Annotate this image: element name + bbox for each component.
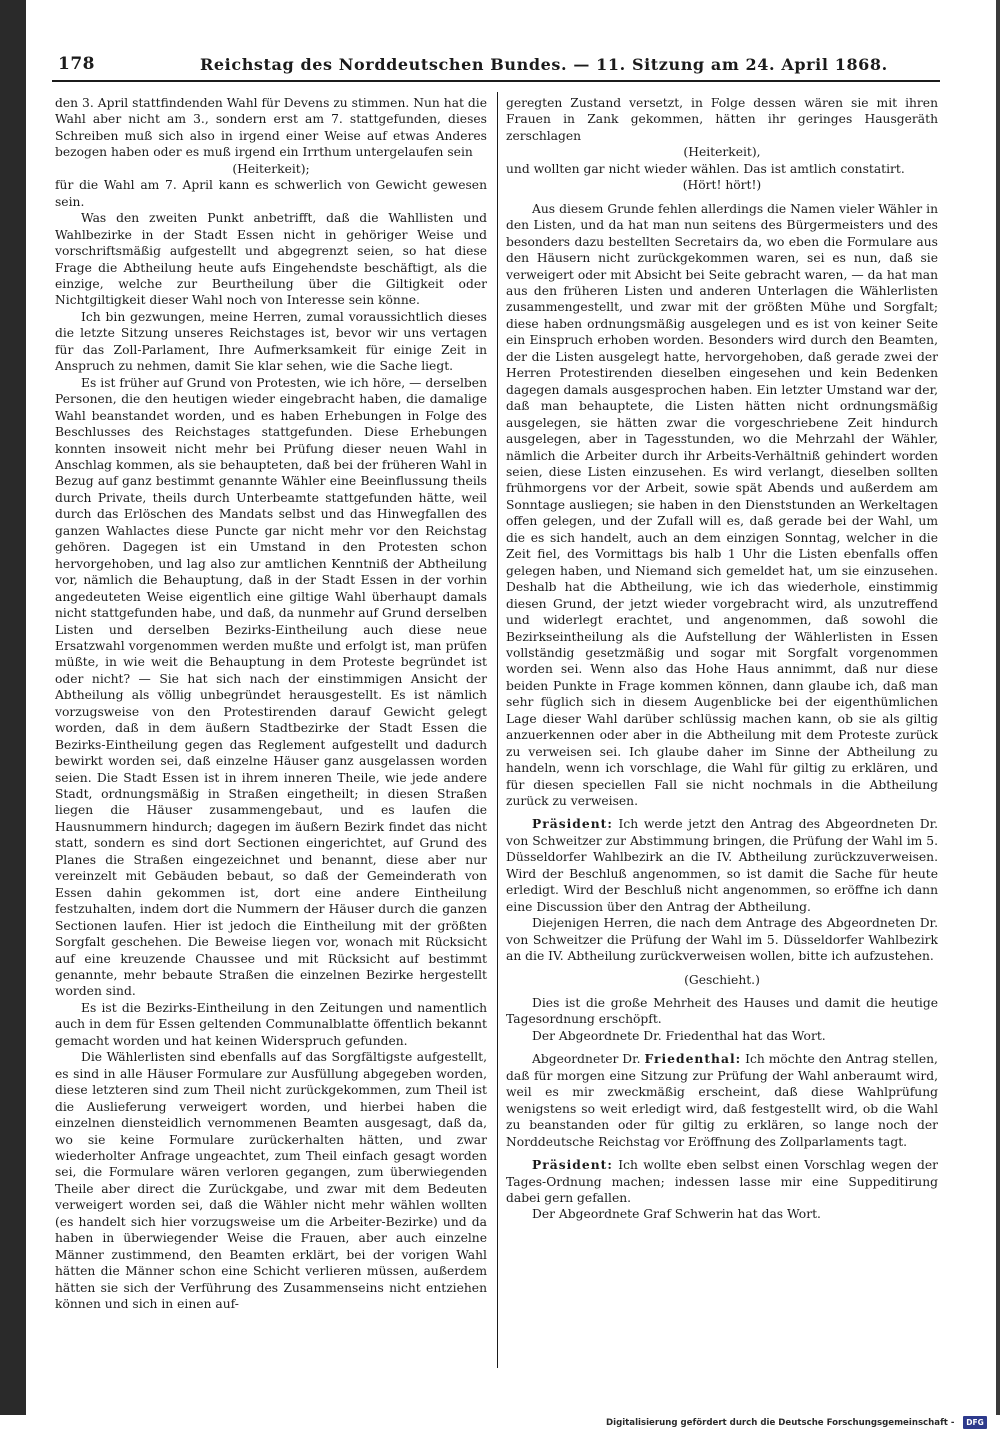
speaker-label: Friedenthal: [644, 1051, 742, 1067]
speech-text: Ich werde jetzt den Antrag des Abgeordneten Dr. von Schweitzer zur Abstimmung bringen, die Prüfung der Wahl im 5. Düsseldorfer Wahlbezirk an die IV. Abtheilung zurückzuverweisen. Wird der Beschluß angenommen, so ist damit die Sache für heute erledigt. Wird der Beschluß nicht angenommen, so eröffne ich dann eine Discussion über den Antrag der Abtheilung. [506, 817, 939, 914]
scan-border-left [0, 0, 26, 1415]
running-title: Reichstag des Norddeutschen Bundes. — 11. Sitzung am 24. April 1868. [200, 55, 888, 74]
speech-friedenthal [506, 1051, 938, 1150]
scan-border-right [996, 0, 1000, 1415]
speaker-prefix: Abgeordneter Dr. [532, 1052, 641, 1067]
paragraph: geregten Zustand versetzt, in Folge dessen wären sie mit ihren Frauen in Zank gekommen, hätten ihr geringes Hausgeräth zerschlagen [506, 96, 938, 143]
paragraph: Was den zweiten Punkt anbetrifft, daß die Wahllisten und Wahlbezirke in der Stadt Essen nicht in gehöriger Weise und vorschriftsmäßig aufgestellt und abgegrenzt seien, so hat diese Frage die Abtheilung heute aufs Eingehendste beschäftigt, als die einzige, welche zur Beurtheilung über die Giltigkeit oder Nichtgiltigkeit dieser Wahl noch von Interesse sein könne. [55, 211, 487, 308]
speech-president [506, 1157, 938, 1206]
speech-text: Ich möchte den Antrag stellen, daß für morgen eine Sitzung zur Prüfung der Wahl anberaumt wird, weil es mir zweckmäßig erscheint, daß diese Wahlprüfung wenigstens so weit erledigt wird, daß festgestellt wird, ob die Wahl zu beanstanden oder für giltig zu erklären, so lange noch der Norddeutsche Reichstag vor Eröffnung des Zollparlaments tagt. [506, 1052, 938, 1149]
paragraph: Aus diesem Grunde fehlen allerdings die Namen vieler Wähler in den Listen, und da hat man nun seitens des Bürgermeisters und des besonders dazu bestellten Secretairs da, wo eben die Formulare aus den Häusern nicht zurückgekommen waren, sei es nun, daß sie verweigert oder mit Absicht bei Seite gebracht waren, — da hat man aus den früheren Listen und anderen Unterlagen die Wählerlisten zusammengestellt, und zwar mit der größten Mühe und Sorgfalt; diese haben ordnungsmäßig ausgelegen und es ist von keiner Seite ein Einspruch erhoben worden. Besonders wird durch den Beamten, der die Listen ausgelegt hatte, hervorgehoben, daß gerade zwei der Herren Protestirenden dieselben eingesehen und kein Bedenken dagegen damals ausgesprochen haben. Ein letzter Umstand war der, daß man behauptete, die Listen hätten nicht ordnungsmäßig ausgelegen, sie hätten zwar die vorgeschriebene Zeit hindurch ausgelegen, aber in Tagesstunden, wo die Mehrzahl der Wähler, nämlich die Arbeiter durch ihr Arbeits-Verhältniß gehindert worden seien, diese Listen einzusehen. Es wird verlangt, dieselben sollten frühmorgens vor der Arbeit, sowie spät Abends und außerdem am Sonntage ausliegen; sie haben in den Dienststunden an Werkeltagen offen gelegen, und der Zufall will es, daß gerade bei der Wahl, um die es sich handelt, auch an dem einzigen Sonntag, welcher in die Zeit fiel, des Vormittags bis halb 1 Uhr die Listen ebenfalls offen gelegen haben, und Niemand sich gemeldet hat, um sie einzusehen. Deshalb hat die Abtheilung, wie ich das wiederhole, einstimmig diesen Grund, der jetzt wieder vorgebracht wird, als unzutreffend und widerlegt erachtet, und angenommen, daß sowohl die Bezirkseintheilung als die Aufstellung der Wählerlisten in Essen vollständig gesetzmäßig und sogar mit Sorgfalt vorgenommen worden sei. Wenn also das Hohe Haus annimmt, daß nur diese beiden Punkte in Frage kommen können, dann glaube ich, daß man sehr füglich sich in diesem Augenblicke bei der eigenthümlichen Lage dieser Wahl darüber schlüssig machen kann, ob sie als giltig anzuerkennen oder aber in die Abtheilung mit dem Proteste zurück zu verweisen sei. Ich glaube daher im Sinne der Abtheilung zu handeln, wenn ich vorschlage, die Wahl für giltig zu erklären, und für diesen speciellen Fall sie nicht nochmals in die Abtheilung zurück zu verweisen. [506, 201, 938, 809]
digitization-credit: Digitalisierung gefördert durch die Deutsche Forschungsgemeinschaft - [606, 1418, 955, 1428]
paragraph: Diejenigen Herren, die nach dem Antrage des Abgeordneten Dr. von Schweitzer die Prüfung der Wahl im 5. Düsseldorfer Wahlbezirk an die IV. Abtheilung zurückverweisen wollen, bitte ich aufzustehen. [506, 916, 938, 964]
column-divider [497, 92, 498, 1368]
paragraph: Der Abgeordnete Dr. Friedenthal hat das Wort. [532, 1028, 826, 1043]
paragraph: und wollten gar nicht wieder wählen. Das ist amtlich constatirt. [506, 161, 905, 176]
paragraph: für die Wahl am 7. April kann es schwerlich von Gewicht gewesen sein. [55, 178, 487, 209]
speech-president [506, 816, 938, 915]
paragraph: den 3. April stattfindenden Wahl für Devens zu stimmen. Nun hat die Wahl aber nicht am 3., sondern erst am 7. stattgefunden, dieses Schreiben muß sich also in irgend einer Weise auf etwas Anderes bezogen haben oder es muß irgend ein Irrthum untergelaufen sein [55, 96, 487, 160]
page-number: 178 [58, 54, 95, 74]
speech-text: Ich wollte eben selbst einen Vorschlag wegen der Tages-Ordnung machen; indessen lasse mir eine Suppeditirung dabei gern gefallen. [506, 1158, 938, 1205]
paragraph: Es ist die Bezirks-Eintheilung in den Zeitungen und namentlich auch in dem für Essen geltenden Communalblatte öffentlich bekannt gemacht worden und hat keinen Widerspruch gefunden. [55, 1000, 487, 1048]
left-column [55, 95, 487, 1313]
interjection: (Geschieht.) [684, 972, 760, 987]
interjection: (Hört! hört!) [682, 178, 762, 193]
paragraph: Ich bin gezwungen, meine Herren, zumal voraussichtlich dieses die letzte Sitzung unseres Reichstages ist, bevor wir uns vertagen für das Zoll-Parlament, Ihre Aufmerksamkeit für einige Zeit in Anspruch zu nehmen, damit Sie klar sehen, wie die Sache liegt. [55, 309, 487, 374]
paragraph: Es ist früher auf Grund von Protesten, wie ich höre, — derselben Personen, die den heutigen wieder eingebracht haben, die damalige Wahl beanstandet worden, und es haben Erhebungen in Folge des Beschlusses des Reichstages stattgefunden. Diese Erhebungen konnten insoweit nicht mehr bei Prüfung dieser neuen Wahl in Anschlag kommen, als sie behaupteten, daß bei der früheren Wahl in Bezug auf ganz bestimmt genannte Wähler eine Beeinflussung theils durch Private, theils durch Unterbeamte stattgefunden hätte, weil durch das Erlöschen des Mandats selbst und das Hinwegfallen des ganzen Wahlactes diese Puncte gar nicht mehr vor den Reichstag gehören. Dagegen ist ein Umstand in den Protesten schon hervorgehoben, und lag also zur amtlichen Kenntniß der Abtheilung vor, nämlich die Behauptung, daß in der Stadt Essen in der vorhin angedeuteten Weise eigentlich eine giltige Wahl überhaupt damals nicht stattgefunden habe, und daß, da nunmehr auf Grund derselben Listen und derselben Bezirks-Eintheilung auch diese neue Ersatzwahl vorgenommen werden mußte und erfolgt ist, man prüfen müßte, in wie weit die Behauptung in dem Proteste begründet ist oder nicht? — Sie hat sich nach der einstimmigen Ansicht der Abtheilung als völlig unbegründet herausgestellt. Es ist nämlich vorzugsweise von den Protestirenden darauf Gewicht gelegt worden, daß in dem äußern Stadtbezirke der Stadt Essen die Bezirks-Eintheilung gegen das Reglement aufgestellt und dadurch bewirkt worden sei, daß einzelne Häuser ganz ausgelassen worden seien. Die Stadt Essen ist in ihrem inneren Theile, wie jede andere Stadt, ordnungsmäßig in Straßen eingetheilt; in diesen Straßen liegen die Häuser zusammengebaut, und es laufen die Hausnummern hindurch; dagegen im äußern Bezirk findet das nicht statt, sondern es sind dort Sectionen eingerichtet, auf Grund des Planes die Straßen eingezeichnet und benannt, diese aber nur vereinzelt mit Gebäuden bebaut, so daß der Gemeinderath von Essen dahin gekommen ist, dort eine andere Eintheilung festzuhalten, indem dort die Nummern der Häuser durch die ganzen Sectionen laufen. Hier ist jedoch die Eintheilung mit der größten Sorgfalt geschehen. Die Beweise liegen vor, wonach mit Rücksicht auf eine kreuzende Chaussee und mit Rücksicht auf bestimmt genannte, mehr bebaute Straßen die einzelnen Bezirke hergestellt worden sind. [55, 375, 487, 999]
dfg-logo: DFG [963, 1416, 987, 1429]
header-rule [52, 80, 940, 82]
paragraph: Dies ist die große Mehrheit des Hauses und damit die heutige Tagesordnung erschöpft. [506, 996, 938, 1027]
paragraph: Die Wählerlisten sind ebenfalls auf das Sorgfältigste aufgestellt, es sind in alle Häuser Formulare zur Ausfüllung abgegeben worden, diese letzteren sind zum Theil nicht zurückgekommen, zum Theil ist die Auslieferung verweigert worden, und hierbei haben die einzelnen diensteidlich vernommenen Beamten ausgesagt, daß da, wo sie keine Formulare zurückerhalten hätten, und zwar wiederholter Anfrage ungeachtet, zum Theil einfach gesagt worden sei, die Formulare wären verloren gegangen, zum überwiegenden Theile aber direct die Zurückgabe, und zwar mit dem Bedeuten verweigert worden sei, daß die Wähler nicht mehr wählen wollten (es handelt sich hier vorzugsweise um die Arbeiter-Bezirke) und da haben in überwiegender Weise die Frauen, aber auch einzelne Männer zustimmend, den Beamten erklärt, bei der vorigen Wahl hätten die Männer schon eine Schicht verlieren müssen, außerdem hätten sie sich der Verführung des Zusammenseins nicht entziehen können und sich in einen auf- [55, 1050, 487, 1312]
speaker-label: Präsident: [532, 816, 613, 832]
interjection: (Heiterkeit); [232, 161, 310, 176]
speaker-label: Präsident: [532, 1157, 613, 1173]
interjection: (Heiterkeit), [683, 145, 761, 160]
right-column [506, 95, 938, 1223]
paragraph: Der Abgeordnete Graf Schwerin hat das Wort. [532, 1207, 821, 1222]
